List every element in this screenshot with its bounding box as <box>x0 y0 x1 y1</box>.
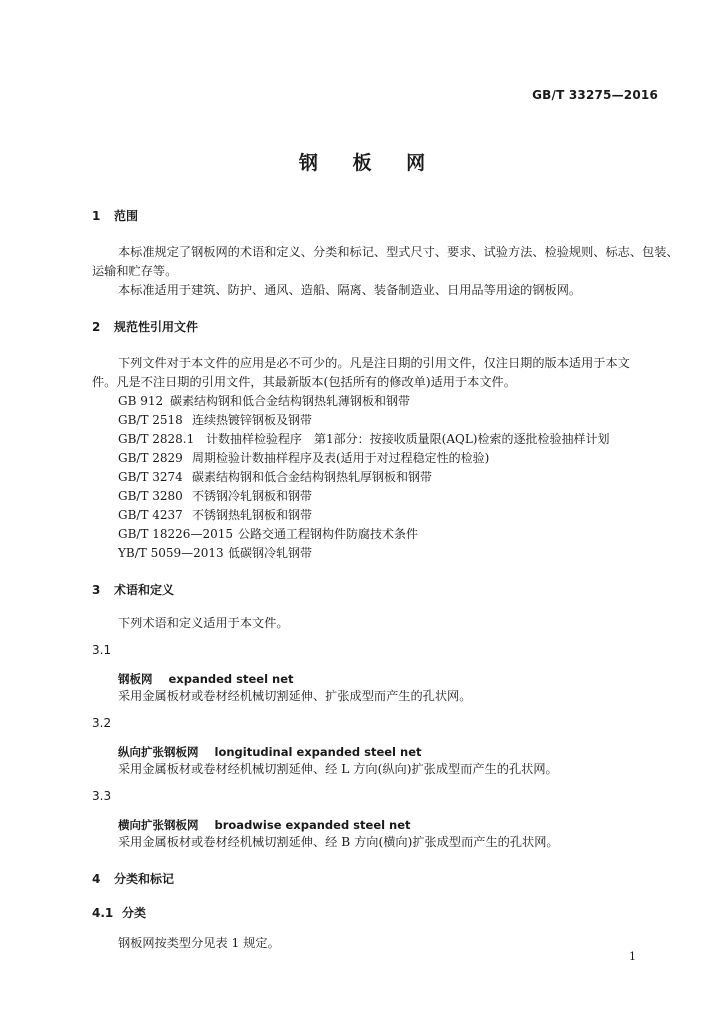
term-number: 3.2 <box>92 716 112 730</box>
term-definition: 采用金属板材或卷材经机械切割延伸、经 L 方向(纵向)扩张成型而产生的孔状网。 <box>118 762 558 776</box>
subsection-title: 分类 <box>122 906 147 920</box>
reference-code: GB/T 3280 <box>118 489 183 503</box>
term-title <box>118 817 411 833</box>
term-title <box>118 671 294 687</box>
reference-title: 碳素结构钢和低合金结构钢热轧厚钢板和钢带 <box>192 470 433 484</box>
section-4-paragraph: 钢板网按类型分见表 1 规定。 <box>118 936 280 950</box>
reference-row <box>118 468 432 485</box>
reference-row <box>118 506 312 523</box>
section-4-heading <box>92 870 174 887</box>
section-2-heading <box>92 318 198 335</box>
reference-code: GB 912 <box>118 394 164 408</box>
reference-title: 公路交通工程钢构件防腐技术条件 <box>238 527 419 541</box>
reference-row <box>118 392 410 409</box>
section-number: 3 <box>92 583 101 597</box>
term-title <box>118 744 422 760</box>
term-chinese: 横向扩张钢板网 <box>118 818 199 832</box>
section-3-heading <box>92 581 174 598</box>
section-1-paragraph-1-line-2: 运输和贮存等。 <box>92 264 178 278</box>
reference-code: GB/T 3274 <box>118 470 183 484</box>
reference-title: 不锈钢热轧钢板和钢带 <box>192 508 313 522</box>
reference-title: 低碳钢冷轧钢带 <box>228 546 313 560</box>
section-3-intro: 下列术语和定义适用于本文件。 <box>118 616 289 630</box>
section-2-paragraph-line-1: 下列文件对于本文件的应用是必不可少的。凡是注日期的引用文件，仅注日期的版本适用于本文 <box>118 356 630 370</box>
section-1-paragraph-1-line-1: 本标准规定了钢板网的术语和定义、分类和标记、型式尺寸、要求、试验方法、检验规则、标志、包装、 <box>118 245 679 259</box>
section-number: 2 <box>92 320 101 334</box>
reference-title: 周期检验计数抽样程序及表(适用于对过程稳定性的检验) <box>192 451 490 465</box>
section-title: 术语和定义 <box>114 583 175 597</box>
reference-code: GB/T 2829 <box>118 451 183 465</box>
term-english: longitudinal expanded steel net <box>214 745 422 759</box>
term-chinese: 纵向扩张钢板网 <box>118 745 199 759</box>
reference-code: GB/T 18226—2015 <box>118 527 233 541</box>
term-chinese: 钢板网 <box>118 672 153 686</box>
reference-title: 计数抽样检验程序 第1部分：按接收质量限(AQL)检索的逐批检验抽样计划 <box>206 432 610 446</box>
reference-code: YB/T 5059—2013 <box>118 546 224 560</box>
standard-number: GB/T 33275—2016 <box>532 88 658 102</box>
section-1-paragraph-2: 本标准适用于建筑、防护、通风、造船、隔离、装备制造业、日用品等用途的钢板网。 <box>118 283 582 297</box>
page-number: 1 <box>629 950 636 963</box>
reference-row <box>118 411 312 428</box>
term-number: 3.3 <box>92 789 112 803</box>
section-number: 1 <box>92 209 101 223</box>
section-1-heading <box>92 207 138 224</box>
reference-code: GB/T 2518 <box>118 413 183 427</box>
reference-title: 不锈钢冷轧钢板和钢带 <box>192 489 313 503</box>
section-title: 范围 <box>114 209 139 223</box>
term-english: broadwise expanded steel net <box>214 818 411 832</box>
reference-code: GB/T 2828.1 <box>118 432 195 446</box>
term-number: 3.1 <box>92 643 112 657</box>
reference-row <box>118 449 489 466</box>
reference-row <box>118 430 609 447</box>
subsection-4-1-heading <box>92 904 146 921</box>
document-title: 钢 板 网 <box>298 152 440 174</box>
reference-title: 连续热镀锌钢板及钢带 <box>192 413 313 427</box>
reference-row <box>118 544 312 561</box>
reference-row <box>118 525 418 542</box>
reference-title: 碳素结构钢和低合金结构钢热轧薄钢板和钢带 <box>170 394 411 408</box>
reference-code: GB/T 4237 <box>118 508 183 522</box>
term-definition: 采用金属板材或卷材经机械切割延伸、扩张成型而产生的孔状网。 <box>118 689 472 703</box>
term-definition: 采用金属板材或卷材经机械切割延伸、经 B 方向(横向)扩张成型而产生的孔状网。 <box>118 835 559 849</box>
section-number: 4 <box>92 872 101 886</box>
reference-row <box>118 487 312 504</box>
section-title: 分类和标记 <box>114 872 175 886</box>
section-title: 规范性引用文件 <box>114 320 199 334</box>
section-2-paragraph-line-2: 件。凡是不注日期的引用文件，其最新版本(包括所有的修改单)适用于本文件。 <box>92 375 516 389</box>
subsection-number: 4.1 <box>92 906 114 920</box>
term-english: expanded steel net <box>168 672 294 686</box>
